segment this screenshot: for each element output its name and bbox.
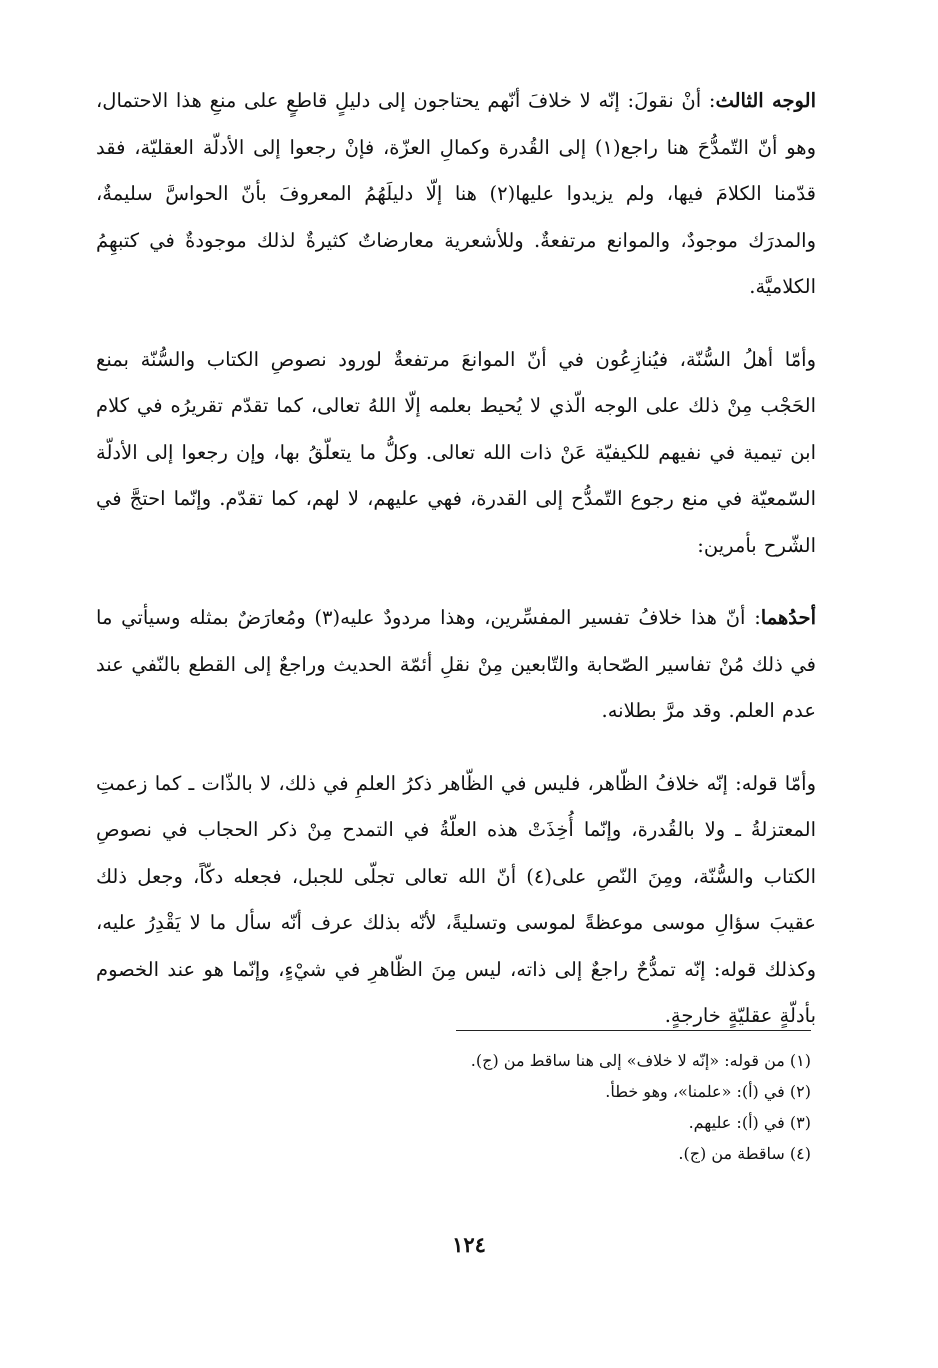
footnote-3: (٣) في (أ): عليهم. [688,1113,811,1132]
paragraph-lead: الوجه الثالث [715,89,816,112]
paragraph-text: وأمّا قوله: إنّه خلافُ الظّاهر، فليس في الظّاهر ذكرُ العلمِ في ذلك، لا بالذّات ـ كما زعمتِ المعتزلةُ ـ ولا بالقُدرة، وإنّما أُخِذَتْ هذه العلّةُ في التمدح مِنْ ذكر الحجاب في نصوصِ الكتاب والسُّنّة، ومِنَ النّصِ على(٤) أنّ الله تعالى تجلّى للجبل، فجعله دكّاً، وجعل ذلك عقيبَ سؤالِ موسى موعظةً لموسى وتسليةً، لأنّه بذلك عرف أنّه سأل ما لا يَقْدِرُ عليه، وكذلك قوله: إنّه تمدُّحٌ راجعٌ إلى ذاته، ليس مِنَ الظّاهرِ في شيْءٍ، وإنّما هو عند الخصوم بأدلّةٍ عقليّةٍ خارجةٍ. [96,771,816,1027]
footnote-1: (١) من قوله: «إنّه لا خلاف» إلى هنا ساقط من (ج). [470,1051,811,1070]
footnote-separator [456,1030,811,1031]
footnotes [96,1030,811,1169]
paragraph-text: : أنّ هذا خلافُ تفسير المفسِّرين، وهذا مردودٌ عليه(٣) ومُعارَضٌ بمثله وسيأتي ما في ذلك مُنْ تفاسير الصّحابة والتّابعين مِنْ نقلِ أئمّة الحديث وراجعٌ إلى القطع بالنّفي عند عدم العلم. وقد مرَّ بطلانه. [96,606,816,722]
footnote-2: (٢) في (أ): «علمنا»، وهو خطأ. [605,1082,811,1101]
paragraph-lead: أحدُهما [760,606,816,629]
paragraph-text: وأمّا أهلُ السُّنّة، فيُنازِعُون في أنّ الموانعَ مرتفعةٌ لورود نصوصِ الكتاب والسُّنّة بمنع الحَجْب مِنْ ذلك على الوجه الّذي لا يُحيط بعلمه إلّا اللهُ تعالى، كما تقدّم تقريرُه في كلام ابن تيمية في نفيهم للكيفيّة عَنْ ذات الله تعالى. وكلُّ ما يتعلّقُ بها، وإن رجعوا إلى الأدلّة السّمعيّة في منع رجوع التّمدُّح إلى القدرة، فهي عليهم، لا لهم، كما تقدّم. وإنّما احتجَّ في الشّرح بأمرين: [96,347,816,557]
paragraph-3 [96,595,816,735]
paragraph-text: : أنْ نقولَ: إنّه لا خلافَ أنّهم يحتاجون إلى دليلٍ قاطعٍ على منعِ هذا الاحتمال، وهو أنّ التّمدُّحَ هنا راجع(١) إلى القُدرة وكمالِ العزّة، فإنْ رجعوا إلى الأدلّة العقليّة، فقد قدّمنا الكلامَ فيها، ولم يزيدوا عليها(٢) هنا إلّا دليلَهُمُ المعروفَ بأنّ الحواسَّ سليمةٌ، والمدرَك موجودٌ، والموانع مرتفعةٌ. وللأشعرية معارضاتٌ كثيرةٌ لذلك موجودةٌ في كتبهِمُ الكلاميَّة. [96,89,816,298]
footnote-4: (٤) ساقطة من (ج). [678,1144,811,1163]
page-number: ١٢٤ [452,1232,486,1257]
paragraph-4 [96,761,816,1040]
paragraph-2 [96,337,816,570]
paragraph-1 [96,78,816,311]
